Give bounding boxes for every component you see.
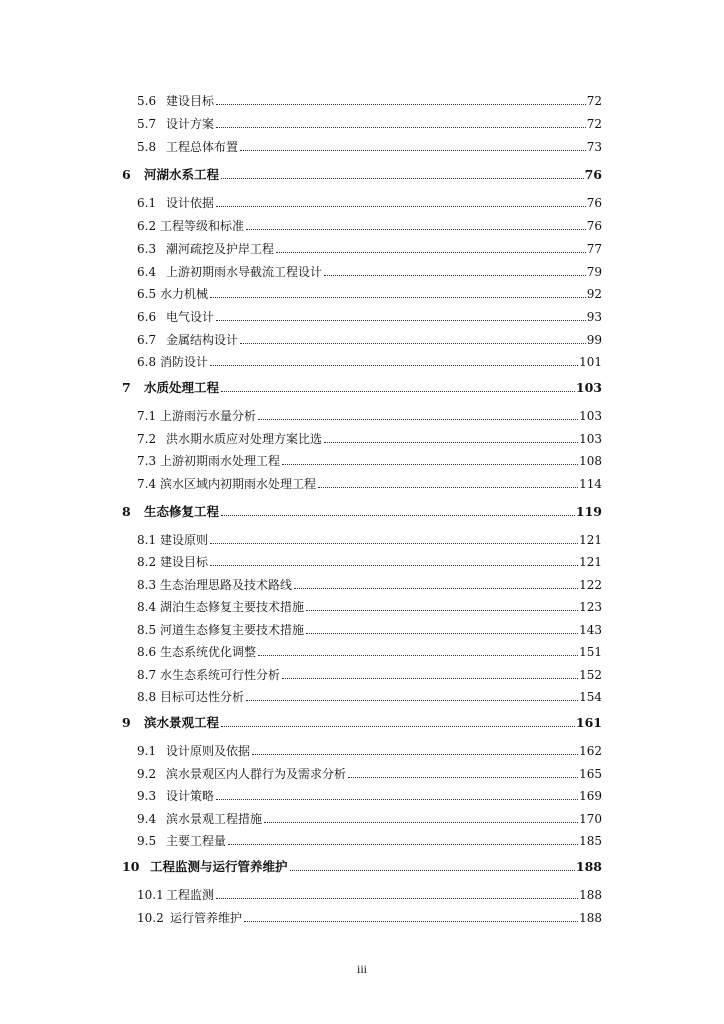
toc-entry-9-4[interactable] (0, 806, 724, 826)
toc-entry-9-1[interactable] (0, 738, 724, 758)
toc-entry-page: 121 (579, 533, 602, 547)
toc-entry-page: 72 (586, 94, 602, 108)
toc-entry-6-2[interactable] (0, 213, 724, 233)
dot-leader (216, 798, 578, 800)
toc-chapter-page: 161 (575, 715, 602, 730)
toc-entry-title: 滨水区域内初期雨水处理工程 (160, 477, 317, 491)
toc-entry-page: 188 (579, 888, 602, 902)
toc-entry-6-3[interactable] (0, 236, 724, 256)
toc-entry-page: 188 (579, 911, 602, 925)
toc-entry-page: 79 (586, 265, 602, 279)
toc-entry-title: 工程监测 (166, 888, 215, 902)
toc-chapter-8[interactable] (0, 499, 724, 519)
toc-entry-number: 6.3 (137, 242, 157, 256)
toc-entry-8-4[interactable] (0, 594, 724, 614)
toc-entry-title: 湖泊生态修复主要技术措施 (160, 600, 305, 614)
toc-chapter-number: 10 (122, 859, 140, 874)
toc-chapter-page: 119 (575, 504, 602, 519)
toc-chapter-title: 工程监测与运行管养维护 (150, 859, 288, 874)
dot-leader (221, 725, 575, 727)
toc-entry-5-7[interactable] (0, 111, 724, 131)
toc-entry-title: 河道生态修复主要技术措施 (160, 623, 305, 637)
toc-entry-page: 76 (586, 196, 602, 210)
toc-entry-title: 工程等级和标准 (160, 219, 245, 233)
dot-leader (221, 390, 575, 392)
toc-entry-number: 8.6 (137, 645, 157, 659)
toc-entry-page: 122 (579, 578, 602, 592)
page-number: iii (356, 962, 367, 976)
toc-entry-title: 建设原则 (160, 533, 209, 547)
toc-entry-number: 6.5 (137, 287, 157, 301)
toc-chapter-page: 76 (584, 167, 602, 182)
toc-entry-page: 154 (579, 690, 602, 704)
dot-leader (221, 177, 584, 179)
dot-leader (240, 149, 586, 151)
dot-leader (246, 228, 586, 230)
toc-entry-8-1[interactable] (0, 527, 724, 547)
toc-entry-title: 滨水景观工程措施 (166, 812, 263, 826)
dot-leader (244, 920, 578, 922)
toc-entry-number: 8.1 (137, 533, 157, 547)
toc-entry-7-2[interactable] (0, 426, 724, 446)
toc-entry-number: 5.6 (137, 94, 157, 108)
toc-entry-number: 6.8 (137, 355, 157, 369)
toc-entry-title: 洪水期水质应对处理方案比选 (166, 432, 323, 446)
dot-leader (348, 776, 578, 778)
toc-entry-8-7[interactable] (0, 662, 724, 682)
toc-entry-title: 滨水景观区内人群行为及需求分析 (166, 767, 347, 781)
toc-entry-7-1[interactable] (0, 403, 724, 423)
toc-chapter-title: 水质处理工程 (144, 380, 220, 395)
toc-entry-number: 7.1 (137, 409, 157, 423)
dot-leader (210, 542, 578, 544)
toc-entry-number: 8.5 (137, 623, 157, 637)
dot-leader (216, 103, 586, 105)
toc-entry-title: 设计策略 (166, 789, 215, 803)
toc-entry-number: 8.7 (137, 668, 157, 682)
dot-leader (210, 296, 586, 298)
toc-chapter-number: 6 (122, 167, 131, 182)
toc-entry-8-6[interactable] (0, 639, 724, 659)
dot-leader (216, 319, 586, 321)
toc-entry-number: 9.2 (137, 767, 157, 781)
toc-entry-page: 170 (579, 812, 602, 826)
toc-entry-9-3[interactable] (0, 783, 724, 803)
toc-chapter-6[interactable] (0, 162, 724, 182)
toc-chapter-7[interactable] (0, 375, 724, 395)
toc-entry-page: 76 (586, 219, 602, 233)
toc-entry-number: 7.3 (137, 454, 157, 468)
toc-entry-title: 消防设计 (160, 355, 209, 369)
toc-entry-10-1[interactable] (0, 882, 724, 902)
toc-entry-number: 7.2 (137, 432, 157, 446)
toc-entry-title: 建设目标 (166, 94, 215, 108)
dot-leader (216, 897, 578, 899)
dot-leader (290, 869, 575, 871)
dot-leader (318, 486, 578, 488)
dot-leader (228, 843, 578, 845)
toc-chapter-9[interactable] (0, 710, 724, 730)
toc-entry-number: 7.4 (137, 477, 157, 491)
toc-entry-number: 9.1 (137, 744, 157, 758)
toc-entry-page: 103 (579, 432, 602, 446)
toc-entry-title: 主要工程量 (166, 834, 227, 848)
toc-entry-6-4[interactable] (0, 259, 724, 279)
toc-entry-title: 工程总体布置 (166, 140, 239, 154)
toc-entry-9-2[interactable] (0, 761, 724, 781)
toc-entry-title: 目标可达性分析 (160, 690, 245, 704)
toc-entry-page: 114 (579, 477, 602, 491)
toc-chapter-number: 9 (122, 715, 131, 730)
toc-entry-title: 设计方案 (166, 117, 215, 131)
toc-entry-number: 8.3 (137, 578, 157, 592)
toc-entry-7-3[interactable] (0, 448, 724, 468)
toc-chapter-title: 河湖水系工程 (144, 167, 220, 182)
toc-entry-title: 生态系统优化调整 (160, 645, 257, 659)
toc-entry-title: 生态治理思路及技术路线 (160, 578, 293, 592)
dot-leader (294, 587, 578, 589)
toc-entry-7-4[interactable] (0, 471, 724, 491)
toc-entry-page: 123 (579, 600, 602, 614)
toc-entry-title: 水生态系统可行性分析 (160, 668, 281, 682)
toc-entry-5-6[interactable] (0, 88, 724, 108)
toc-entry-8-3[interactable] (0, 572, 724, 592)
toc-entry-8-8[interactable] (0, 684, 724, 704)
toc-entry-title: 水力机械 (160, 287, 209, 301)
toc-entry-6-8[interactable] (0, 349, 724, 369)
toc-entry-8-2[interactable] (0, 549, 724, 569)
toc-entry-title: 潮河疏挖及护岸工程 (166, 242, 275, 256)
toc-entry-number: 10.2 (137, 911, 164, 925)
toc-entry-page: 108 (579, 454, 602, 468)
toc-entry-page: 99 (586, 333, 602, 347)
toc-entry-page: 169 (579, 789, 602, 803)
toc-entry-page: 165 (579, 767, 602, 781)
toc-chapter-title: 生态修复工程 (144, 504, 220, 519)
dot-leader (221, 514, 575, 516)
toc-entry-number: 8.2 (137, 555, 157, 569)
toc-chapter-page: 103 (575, 380, 602, 395)
toc-entry-page: 93 (586, 310, 602, 324)
toc-entry-6-5[interactable] (0, 281, 724, 301)
toc-chapter-title: 滨水景观工程 (144, 715, 220, 730)
toc-entry-title: 上游雨污水量分析 (160, 409, 257, 423)
toc-entry-title: 上游初期雨水处理工程 (160, 454, 281, 468)
dot-leader (258, 654, 578, 656)
dot-leader (210, 364, 578, 366)
toc-entry-page: 185 (579, 834, 602, 848)
toc-entry-number: 9.5 (137, 834, 157, 848)
dot-leader (258, 418, 578, 420)
toc-entry-8-5[interactable] (0, 617, 724, 637)
toc-entry-page: 77 (586, 242, 602, 256)
dot-leader (276, 251, 586, 253)
toc-entry-title: 运行管养维护 (170, 911, 243, 925)
toc-entry-title: 电气设计 (166, 310, 215, 324)
toc-entry-number: 10.1 (137, 888, 164, 902)
toc-entry-title: 金属结构设计 (166, 333, 239, 347)
dot-leader (252, 753, 578, 755)
toc-entry-title: 建设目标 (160, 555, 209, 569)
toc-entry-page: 143 (579, 623, 602, 637)
dot-leader (216, 205, 586, 207)
toc-entry-6-6[interactable] (0, 304, 724, 324)
dot-leader (210, 564, 578, 566)
toc-entry-number: 9.3 (137, 789, 157, 803)
toc-entry-title: 设计依据 (166, 196, 215, 210)
dot-leader (306, 632, 578, 634)
toc-entry-number: 6.2 (137, 219, 157, 233)
toc-entry-number: 6.1 (137, 196, 157, 210)
toc-chapter-number: 8 (122, 504, 131, 519)
toc-entry-page: 121 (579, 555, 602, 569)
toc-entry-page: 152 (579, 668, 602, 682)
toc-chapter-10[interactable] (0, 854, 724, 874)
dot-leader (282, 463, 578, 465)
toc-entry-number: 8.4 (137, 600, 157, 614)
toc-entry-6-1[interactable] (0, 190, 724, 210)
toc-entry-number: 9.4 (137, 812, 157, 826)
toc-entry-number: 8.8 (137, 690, 157, 704)
toc-entry-number: 6.4 (137, 265, 157, 279)
toc-entry-title: 上游初期雨水导截流工程设计 (166, 265, 323, 279)
toc-entry-10-2[interactable] (0, 905, 724, 925)
toc-entry-page: 103 (579, 409, 602, 423)
toc-entry-number: 5.7 (137, 117, 157, 131)
dot-leader (240, 342, 586, 344)
toc-chapter-number: 7 (122, 380, 131, 395)
toc-entry-page: 162 (579, 744, 602, 758)
toc-entry-number: 6.7 (137, 333, 157, 347)
toc-entry-5-8[interactable] (0, 134, 724, 154)
toc-entry-page: 73 (586, 140, 602, 154)
dot-leader (324, 441, 578, 443)
dot-leader (306, 609, 578, 611)
dot-leader (246, 699, 578, 701)
dot-leader (282, 677, 578, 679)
toc-entry-6-7[interactable] (0, 327, 724, 347)
toc-entry-9-5[interactable] (0, 828, 724, 848)
toc-chapter-page: 188 (575, 859, 602, 874)
toc-entry-number: 5.8 (137, 140, 157, 154)
toc-entry-page: 151 (579, 645, 602, 659)
dot-leader (216, 126, 586, 128)
dot-leader (264, 821, 578, 823)
toc-entry-page: 92 (586, 287, 602, 301)
toc-entry-page: 72 (586, 117, 602, 131)
dot-leader (324, 274, 586, 276)
toc-entry-title: 设计原则及依据 (166, 744, 251, 758)
toc-entry-number: 6.6 (137, 310, 157, 324)
toc-entry-page: 101 (579, 355, 602, 369)
